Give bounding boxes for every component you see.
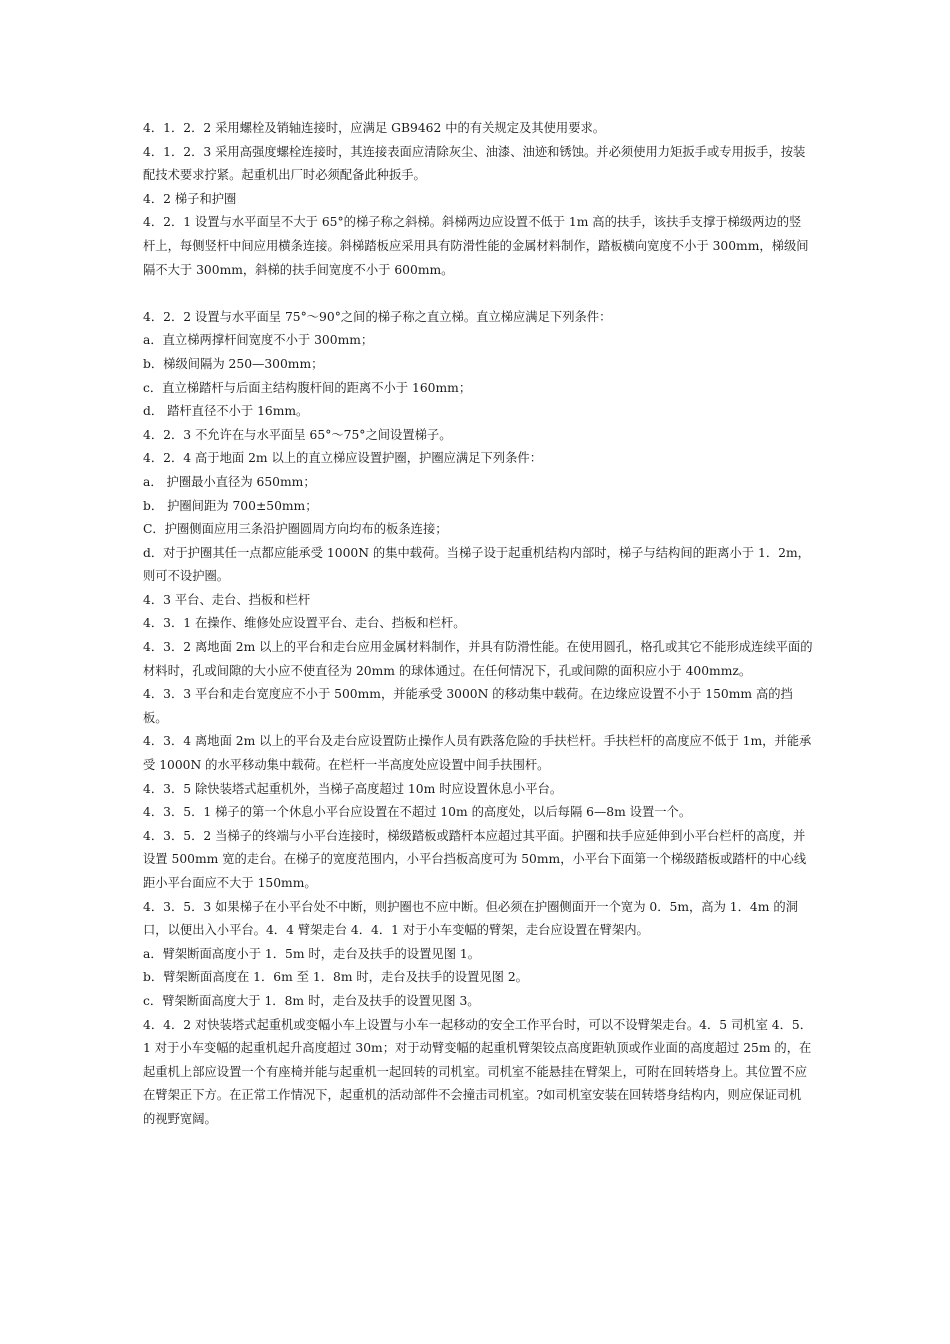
paragraph: C．护圈侧面应用三条沿护圈圆周方向均布的板条连接； (143, 522, 448, 537)
paragraph: 4．3．5．3 如果梯子在小平台处不中断，则护圈也不应中断。但必须在护圈侧面开一个宽为 0．5m，高为 1．4m 的洞口，以便出入小平台。4．4 臂架走台 4．4．1 对于小车变幅的臂架，走台应设置在臂架内。 (143, 899, 798, 938)
paragraph: 4．3．5．2 当梯子的终端与小平台连接时，梯级踏板或踏杆本应超过其平面。护圈和扶手应延伸到小平台栏杆的高度，并设置 500mm 宽的走台。在梯子的宽度范围内，小平台挡板高度可为 50mm，小平台下面第一个梯级踏板或踏杆的中心线距小平台面应不大于 150mm。 (143, 828, 807, 890)
paragraph: 4．1．2．3 采用高强度螺栓连接时，其连接表面应清除灰尘、油漆、油迹和锈蚀。并必须使用力矩扳手或专用扳手，按装配技术要求拧紧。起重机出厂时必须配备此种扳手。 (143, 144, 806, 183)
paragraph: 4．3 平台、走台、挡板和栏杆 (143, 592, 311, 607)
paragraph: 4．4．2 对快装塔式起重机或变幅小车上设置与小车一起移动的安全工作平台时，可以不设臂架走台。4．5 司机室 4．5．1 对于小车变幅的起重机起升高度超过 30m；对于动臂变幅的起重机臂架铰点高度距轨顶或作业面的高度超过 25m 的，在起重机上部应设置一个有座椅并能与起重机一起回转的司机室。司机室不能悬挂在臂架上，可附在回转塔身上。其位置不应在臂架正下方。在正常工作情况下，起重机的活动部件不会撞击司机室。?如司机室安装在回转塔身结构内，则应保证司机的视野宽阔。 (143, 1017, 813, 1126)
paragraph: a．臂架断面高度小于 1．5m 时，走台及扶手的设置见图 1。 (143, 946, 481, 961)
paragraph: b．臂架断面高度在 1．6m 至 1．8m 时，走台及扶手的设置见图 2。 (143, 970, 528, 985)
paragraph: 4．2．4 高于地面 2m 以上的直立梯应设置护圈，护圈应满足下列条件： (143, 451, 542, 466)
paragraph: d． 踏杆直径不小于 16mm。 (143, 404, 309, 419)
paragraph: 4．3．1 在操作、维修处应设置平台、走台、挡板和栏杆。 (143, 616, 466, 631)
paragraph: 4．3．4 离地面 2m 以上的平台及走台应设置防止操作人员有跌落危险的手扶栏杆。手扶栏杆的高度应不低于 1m，并能承受 1000N 的水平移动集中载荷。在栏杆一半高度处应设置中间手扶围杆。 (143, 734, 812, 773)
paragraph: b．梯级间隔为 250—300mm； (143, 356, 324, 371)
paragraph: c．臂架断面高度大于 1．8m 时，走台及扶手的设置见图 3。 (143, 993, 480, 1008)
paragraph: 4．3．5 除快装塔式起重机外，当梯子高度超过 10m 时应设置休息小平台。 (143, 781, 563, 796)
document-body (143, 117, 813, 1132)
paragraph: 4．1．2．2 采用螺栓及销轴连接时，应满足 GB9462 中的有关规定及其使用要求。 (143, 121, 606, 135)
paragraph: 4．2．1 设置与水平面呈不大于 65°的梯子称之斜梯。斜梯两边应设置不低于 1m 高的扶手，该扶手支撑于梯级两边的竖杆上，每侧竖杆中间应用横条连接。斜梯踏板应采用具有防滑性能的金属材料制作，踏板横向宽度不小于 300mm，梯级间隔不大于 300mm，斜梯的扶手间宽度不小于 600mm。 (143, 215, 809, 277)
paragraph: d．对于护圈其任一点都应能承受 1000N 的集中载荷。当梯子设于起重机结构内部时，梯子与结构间的距离小于 1．2m，则可不设护圈。 (143, 545, 810, 584)
paragraph: b． 护圈间距为 700±50mm； (143, 498, 318, 513)
paragraph: 4．3．3 平台和走台宽度应不小于 500mm，并能承受 3000N 的移动集中载荷。在边缘应设置不小于 150mm 高的挡板。 (143, 687, 793, 725)
paragraph: 4．2 梯子和护圈 (143, 191, 237, 206)
paragraph: 4．3．5．1 梯子的第一个休息小平台应设置在不超过 10m 的高度处，以后每隔 6—8m 设置一个。 (143, 805, 692, 820)
paragraph: 4．3．2 离地面 2m 以上的平台和走台应用金属材料制作，并具有防滑性能。在使用圆孔，格孔或其它不能形成连续平面的材料时，孔或间隙的大小应不使直径为 20mm 的球体通过。在任何情况下，孔或间隙的面积应小于 400mmz。 (143, 640, 813, 678)
paragraph: c．直立梯踏杆与后面主结构腹杆间的距离不小于 160mm； (143, 380, 472, 395)
paragraph: a． 护圈最小直径为 650mm； (143, 474, 316, 489)
paragraph: a．直立梯两撑杆间宽度不小于 300mm； (143, 333, 374, 348)
paragraph: 4．2．3 不允许在与水平面呈 65°～75°之间设置梯子。 (143, 427, 452, 442)
paragraph: 4．2．2 设置与水平面呈 75°～90°之间的梯子称之直立梯。直立梯应满足下列条件： (143, 309, 612, 324)
blank-line (143, 282, 813, 306)
